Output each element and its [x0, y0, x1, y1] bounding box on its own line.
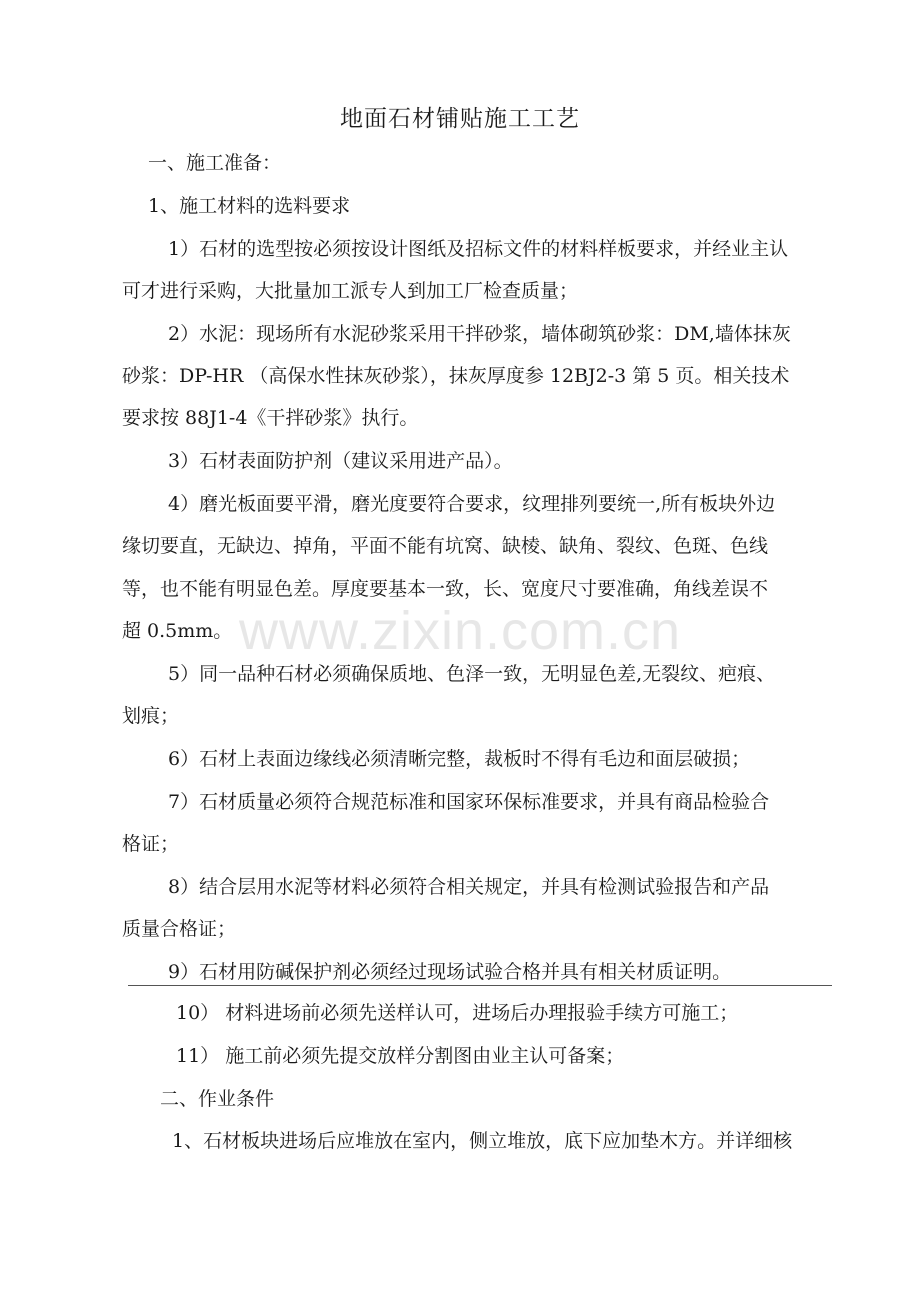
paragraph-line: 2）水泥：现场所有水泥砂浆采用干拌砂浆，墙体砌筑砂浆：DM,墙体抹灰	[168, 323, 791, 345]
paragraph-line: 10） 材料进场前必须先送样认可，进场后办理报验手续方可施工；	[176, 1002, 739, 1024]
paragraph-line: 7）石材质量必须符合规范标准和国家环保标准要求，并具有商品检验合	[168, 791, 770, 813]
paragraph-line: 1）石材的选型按必须按设计图纸及招标文件的材料样板要求，并经业主认	[168, 238, 789, 260]
watermark: www.zixin.com.cn	[238, 601, 682, 661]
section-heading-preparation: 一、施工准备：	[148, 152, 282, 174]
paragraph-line: 缘切要直，无缺边、掉角，平面不能有坑窝、缺棱、缺角、裂纹、色斑、色线	[122, 535, 769, 557]
paragraph-line: 5）同一品种石材必须确保质地、色泽一致，无明显色差,无裂纹、疤痕、	[168, 663, 776, 685]
paragraph-line: 可才进行采购，大批量加工派专人到加工厂检查质量；	[122, 280, 579, 302]
document-title: 地面石材铺贴施工工艺	[340, 106, 580, 132]
paragraph-line: 1、石材板块进场后应堆放在室内，侧立堆放，底下应加垫木方。并详细核	[172, 1130, 793, 1152]
paragraph-line: 3）石材表面防护剂（建议采用进产品）。	[168, 450, 513, 472]
paragraph-line: 质量合格证；	[122, 918, 237, 940]
paragraph-line: 11） 施工前必须先提交放样分割图由业主认可备案；	[176, 1045, 625, 1067]
paragraph-line: 划痕；	[122, 705, 180, 727]
section-heading-work-conditions: 二、作业条件	[160, 1088, 275, 1110]
paragraph-line: 砂浆：DP-HR （高保水性抹灰砂浆），抹灰厚度参 12BJ2-3 第 5 页。相关技术	[122, 365, 790, 387]
horizontal-rule	[128, 985, 832, 986]
paragraph-line: 超 0.5mm。	[122, 620, 233, 642]
paragraph-line: 6）石材上表面边缘线必须清晰完整，裁板时不得有毛边和面层破损；	[168, 748, 751, 770]
paragraph-line: 格证；	[122, 833, 180, 855]
paragraph-line: 8）结合层用水泥等材料必须符合相关规定，并具有检测试验报告和产品	[168, 876, 770, 898]
paragraph-line: 要求按 88J1-4《干拌砂浆》执行。	[122, 407, 419, 429]
subsection-heading-materials: 1、施工材料的选料要求	[148, 195, 351, 217]
paragraph-line: 4）磨光板面要平滑，磨光度要符合要求，纹理排列要统一,所有板块外边	[168, 493, 776, 515]
paragraph-line: 9）石材用防碱保护剂必须经过现场试验合格并具有相关材质证明。	[168, 961, 732, 983]
paragraph-line: 等，也不能有明显色差。厚度要基本一致，长、宽度尺寸要准确，角线差误不	[122, 578, 769, 600]
